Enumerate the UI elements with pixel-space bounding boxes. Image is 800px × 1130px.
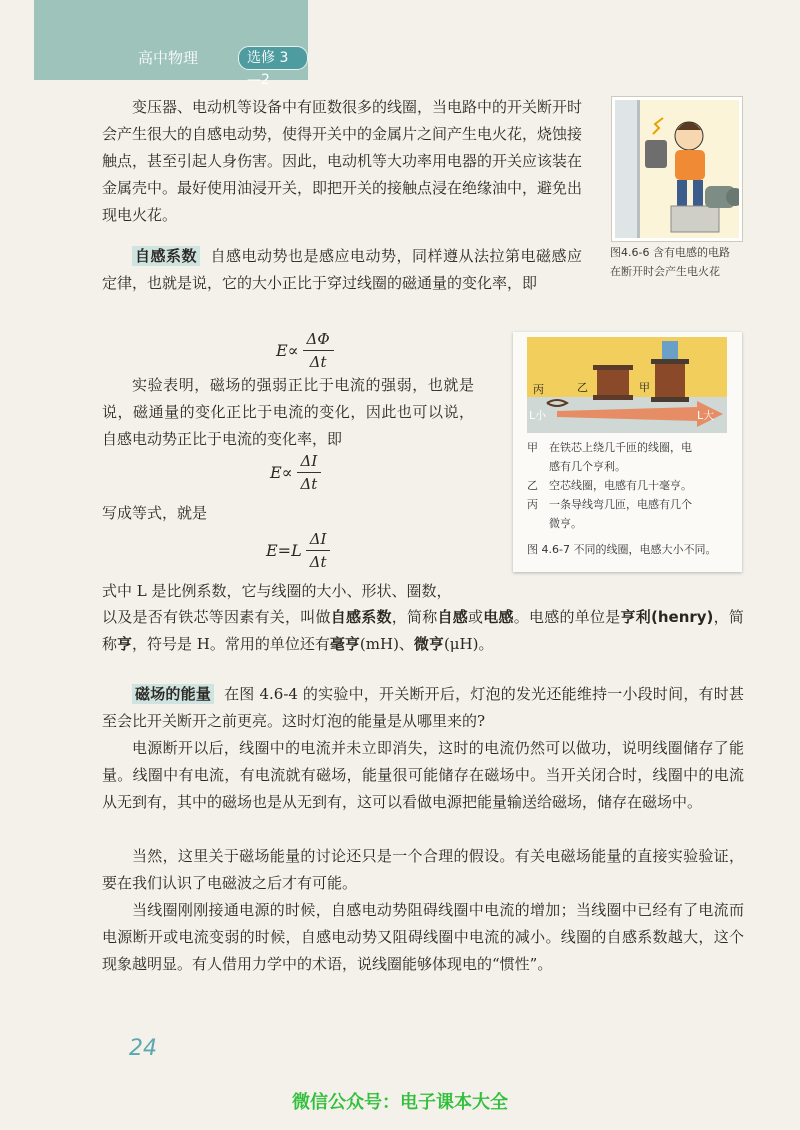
energy-paragraph-2: 电源断开以后，线圈中的电流并未立即消失，这时的电流仍然可以做功，说明线圈储存了能量。线圈中有电流，有电流就有磁场，能量很可能储存在磁场中。当开关闭合时，线圈中的电流从无到有，其中的磁场也是从无到有，这可以看做电源把能量输送给磁场，储存在磁场中。 <box>102 739 744 811</box>
self-inductance-paragraph-3: 写成等式，就是 <box>102 504 208 522</box>
figure-coils-image <box>527 337 727 433</box>
inductance-text-h: (μH)。 <box>443 635 494 653</box>
energy-paragraph-3: 当然，这里关于磁场能量的讨论还只是一个合理的假设。有关电磁场能量的直接实验验证，要在我们认识了电磁波之后才有可能。 <box>102 847 744 892</box>
energy-paragraph-1 <box>102 681 744 735</box>
legend-yi-text1: 空芯线圈，电感有几十毫亨。 <box>549 479 692 492</box>
legend-bing-key: 丙 <box>527 498 538 511</box>
page-number: 24 <box>129 1036 157 1061</box>
formula-3-numerator: ΔI <box>306 530 331 551</box>
self-inductance-paragraph-4-line1: 式中 L 是比例系数，它与线圈的大小、形状、圈数， <box>102 582 452 600</box>
formula-equation <box>266 530 330 571</box>
formula-flux-rate <box>276 330 334 371</box>
inductance-text-e: ，简称 <box>102 608 744 653</box>
formula-1-lhs: E∝ <box>276 341 299 360</box>
coils-illustration <box>527 337 727 433</box>
legend-jia <box>527 438 692 476</box>
legend-bing-text2: 微亨。 <box>549 517 582 530</box>
spark-illustration-image <box>615 100 739 238</box>
legend-bing-text1: 一条导线弯几匝，电感有几个 <box>549 498 692 511</box>
section-heading-self-inductance: 自感系数 <box>132 246 200 266</box>
formula-2-lhs: E∝ <box>270 463 293 482</box>
self-inductance-paragraph-2: 实验表明，磁场的强弱正比于电流的强弱，也就是说，磁通量的变化正比于电流的变化，因此也可以说，自感电动势正比于电流的变化率，即 <box>102 376 474 448</box>
energy-paragraph-4: 当线圈刚刚接通电源的时候，自感电动势阻碍线圈中电流的增加；当线圈中已经有了电流而电源断开或电流变弱的时候，自感电动势又阻碍线圈中电流的减小。线圈的自感系数越大，这个现象越明显。有人借用力学中的术语，说线圈能够体现电的“惯性”。 <box>102 901 744 973</box>
keyword-self-inductance-coefficient: 自感系数 <box>330 608 392 626</box>
inductance-text-d: 。电感的单位是 <box>513 608 621 626</box>
keyword-heng: 亨 <box>117 635 133 653</box>
inductance-text-g: (mH)、 <box>359 635 414 653</box>
formula-1-denominator: Δt <box>309 353 327 371</box>
formula-current-rate <box>270 452 321 493</box>
self-inductance-paragraph-4 <box>102 604 744 658</box>
inductance-text-c: 或 <box>467 608 484 626</box>
volume-badge: 选修 3—2 <box>238 46 308 70</box>
formula-1-numerator: ΔΦ <box>303 330 334 351</box>
formula-2-denominator: Δt <box>300 475 318 493</box>
keyword-henry: 亨利 <box>620 608 651 626</box>
keyword-microhenry: 微亨 <box>413 635 444 653</box>
figure-coils-box <box>513 332 742 572</box>
formula-3-fraction <box>306 530 331 571</box>
label-l-small: L小 <box>529 409 547 422</box>
label-bing: 丙 <box>533 383 544 396</box>
figure-1-caption-line1: 图4.6-6 含有电感的电路 <box>610 246 730 259</box>
figure-1-caption <box>610 243 750 281</box>
figure-1-caption-line2: 在断开时会产生电火花 <box>610 265 720 278</box>
formula-2-fraction <box>297 452 322 493</box>
legend-yi-key: 乙 <box>527 479 538 492</box>
legend-yi <box>527 476 692 495</box>
formula-3-lhs: E=L <box>266 541 302 560</box>
label-jia: 甲 <box>639 381 650 394</box>
section-heading-field-energy: 磁场的能量 <box>132 684 214 704</box>
inductance-text-b: ，简称 <box>391 608 438 626</box>
keyword-millihenry: 毫亨 <box>329 635 360 653</box>
figure-spark-illustration <box>612 97 742 241</box>
legend-bing <box>527 495 692 533</box>
inductance-text-f: ，符号是 H。常用的单位还有 <box>132 635 330 653</box>
intro-paragraph: 变压器、电动机等设备中有匝数很多的线圈，当电路中的开关断开时会产生很大的自感电动势，使得开关中的金属片之间产生电火花，烧蚀接触点，甚至引起人身伤害。因此，电动机等大功率用电器的开关应该装在金属壳中。最好使用油浸开关，即把开关的接触点浸在绝缘油中，避免出现电火花。 <box>102 98 583 224</box>
legend-jia-text1: 在铁芯上绕几千匝的线圈，电 <box>549 441 692 454</box>
label-l-large: L大 <box>697 409 715 422</box>
page-header <box>34 0 308 88</box>
legend-jia-text2: 感有几个亨利。 <box>549 460 626 473</box>
formula-2-numerator: ΔI <box>297 452 322 473</box>
self-inductance-paragraph-1 <box>102 243 582 297</box>
legend-jia-key: 甲 <box>527 441 538 454</box>
self-inductance-text-1: 自感电动势也是感应电动势，同样遵从法拉第电磁感应定律，也就是说，它的大小正比于穿过线圈的磁通量的变化率，即 <box>102 247 582 292</box>
keyword-henry-english: (henry) <box>650 608 714 626</box>
keyword-self-inductance: 自感 <box>437 608 468 626</box>
watermark-text: 微信公众号：电子课本大全 <box>292 1092 508 1113</box>
energy-text-1: 在图 4.6-4 的实验中，开关断开后，灯泡的发光还能维持一小段时间，有时甚至会比开关断开之前更亮。这时灯泡的能量是从哪里来的? <box>102 685 744 730</box>
figure-2-caption: 图 4.6-7 不同的线圈，电感大小不同。 <box>527 543 717 556</box>
label-yi: 乙 <box>577 381 588 394</box>
formula-3-denominator: Δt <box>309 553 327 571</box>
inductance-text-a: 以及是否有铁芯等因素有关，叫做 <box>102 608 331 626</box>
formula-1-fraction <box>303 330 334 371</box>
course-title: 高中物理 <box>138 49 199 67</box>
keyword-inductance: 电感 <box>483 608 514 626</box>
